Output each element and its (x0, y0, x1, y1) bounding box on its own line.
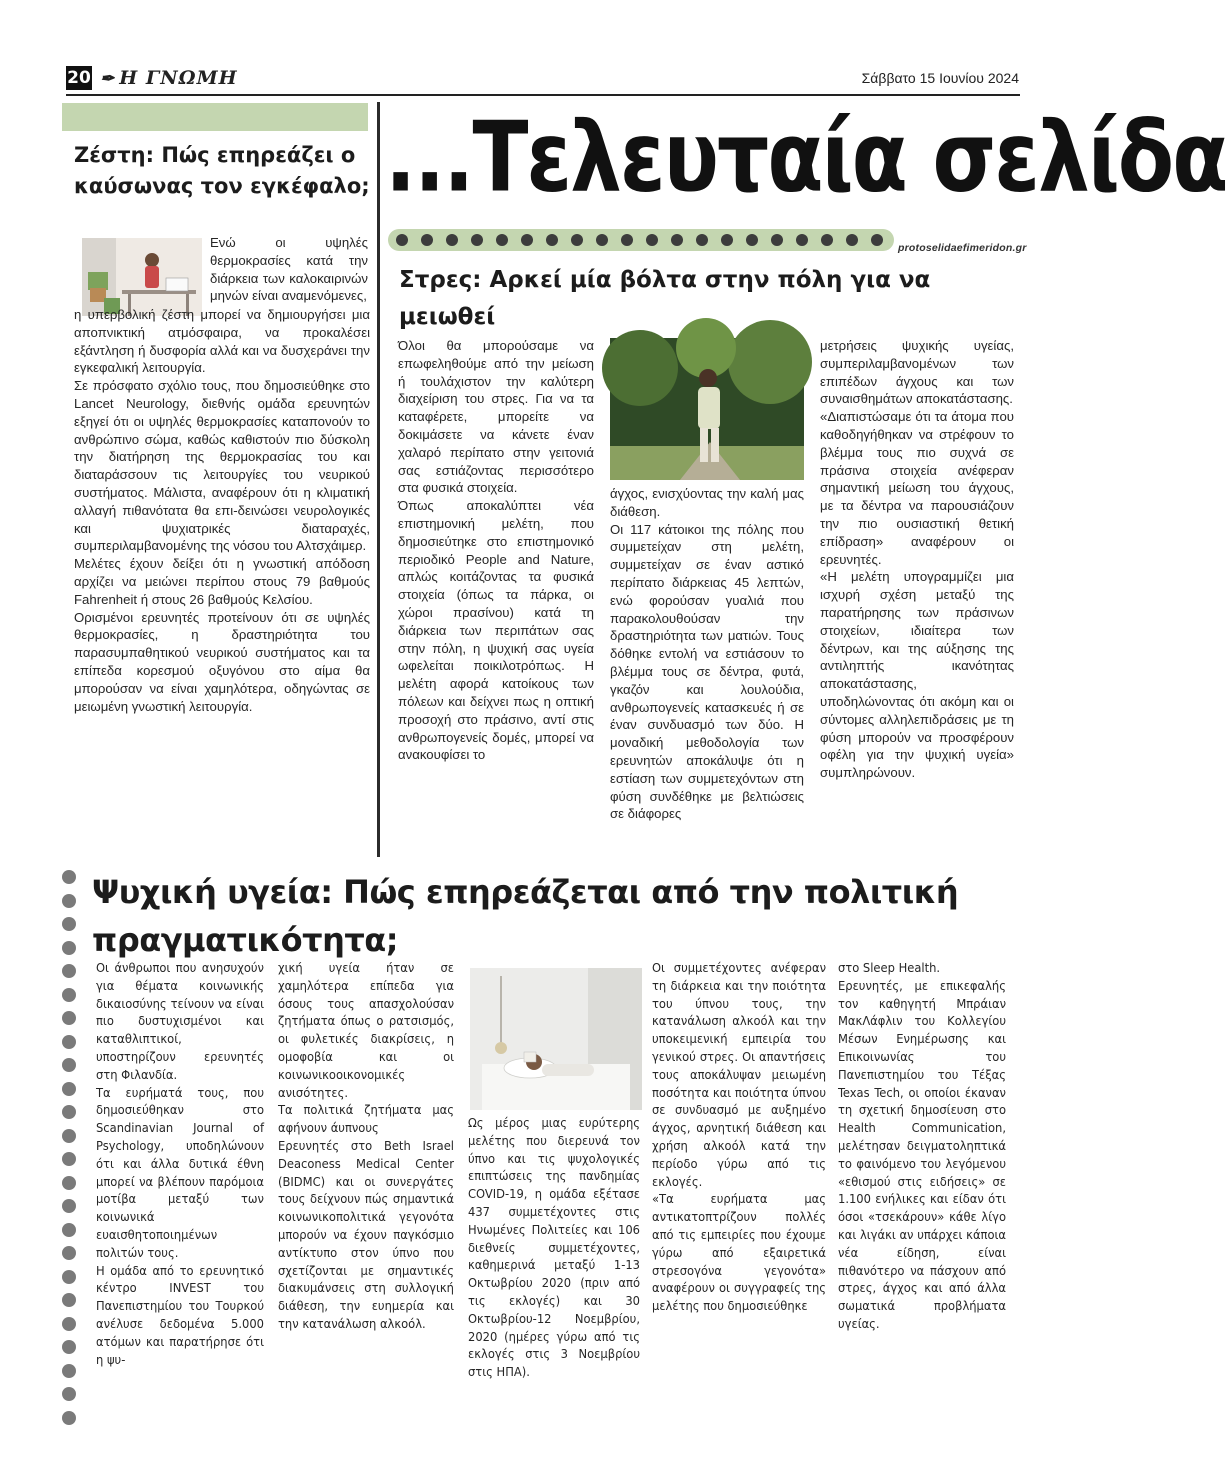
decorative-dot (62, 1082, 76, 1096)
mental-article-photo (470, 968, 642, 1110)
decorative-dot (446, 234, 458, 246)
decorative-dot (596, 234, 608, 246)
stress-article-column-2 (610, 485, 804, 823)
decorative-dot (496, 234, 508, 246)
decorative-dot (471, 234, 483, 246)
decorative-dot (521, 234, 533, 246)
decorative-dot (796, 234, 808, 246)
paragraph: Ως μέρος μιας ευρύτερης μελέτης που διερευνά τον ύπνο και τις ψυχολογικές επιπτώσεις της πανδημίας COVID-19, η ομάδα εξέτασε 437 συμμετέχοντες στις Ηνωμένες Πολιτείες και 106 διεθνείς συμμετέχοντες, καθημερινά μεταξύ 1-13 Οκτωβρίου 2020 (πριν από τις εκλογές) και 30 Οκτωβρίου-12 Νοεμβρίου, 2020 (ημέρες γύρω από τις εκλογές στις 3 Νοεμβρίου στις ΗΠΑ). (468, 1116, 640, 1381)
paragraph: Μελέτες έχουν δείξει ότι η γνωστική απόδοση αρχίζει να μειώνει περίπου στους 79 βαθμούς Fahrenheit ή στους 26 βαθμούς Κελσίου. (74, 556, 370, 607)
paragraph: Ερευνητές, με επικεφαλής τον καθηγητή Μπράιαν ΜακΛάφλιν του Κολλεγίου Μέσων Ενημέρωσης και Επικοινωνίας του Πανεπιστημίου του Τέξας Texas Tech, οι οποίοι έκαναν τη σχετική δημοσίευση στο Health Communication, μελέτησαν δειγματοληπτικά το φαινόμενο του λεγόμενου «εθισμού στις ειδήσεις» σε 1.100 ενήλικες και είδαν ότι όσοι «τσεκάρουν» κάθε λίγο και λιγάκι αν υπάρχει κάποια νέα είδηση, είναι πιθανότερο να πάσχουν από στρες, άγχος και από άλλα σωματικά προβλήματα υγείας. (838, 978, 1006, 1332)
decorative-dot (62, 1317, 76, 1331)
decorative-dot (396, 234, 408, 246)
decorative-dot (646, 234, 658, 246)
decorative-dot (421, 234, 433, 246)
paragraph: Ορισμένοι ερευνητές προτείνουν ότι σε υψηλές θερμοκρασίες, η δραστηριότητα του παρασυμπαθητικού νευρικού συστήματος και τα επίπεδα κορεσμού οξυγόνου στο αίμα θα μπορούσαν να είναι χαμηλότερα, οδηγώντας σε μειωμένη γνωστική λειτουργία. (74, 609, 370, 714)
decorative-dot (62, 1223, 76, 1237)
paragraph: Σε πρόσφατο σχόλιο τους, που δημοσιεύθηκε στο Lancet Neurology, διεθνής ομάδα ερευνητών εξηγεί ότι οι υψηλές θερμοκρασίες καταπονούν το ανθρώπινο σώμα, καθώς καθιστούν πιο δύσκολη την διατήρηση της θερμοκρασίας του και διαταράσσουν τις λειτουργίες του νευρικού συστήματος. Μάλιστα, αναφέρουν ότι η κλιματική αλλαγή πιθανότατα θα επι-δεινώσει νευρολογικές και ψυχιατρικές διαταραχές, συμπεριλαμβανομένης της νόσου του Αλτσχάιμερ. (74, 378, 370, 554)
decorative-dot (746, 234, 758, 246)
site-credit: protoselidaefimeridon.gr (898, 242, 1027, 254)
decorative-dot (62, 1105, 76, 1119)
decorative-dot (871, 234, 883, 246)
decorative-dot (621, 234, 633, 246)
decorative-dot (62, 941, 76, 955)
decorative-dot (62, 1129, 76, 1143)
decorative-dot (571, 234, 583, 246)
decorative-dot (546, 234, 558, 246)
paragraph: Η ομάδα από το ερευνητικό κέντρο INVEST του Πανεπιστημίου του Τουρκού ανέλυσε δεδομένα 5.000 ατόμων και παρατήρησε ότι η ψυ- (96, 1263, 264, 1368)
mental-article-column-2 (278, 960, 454, 1334)
paragraph: «Τα ευρήματα μας αντικατοπτρίζουν πολλές από τις εμπειρίες που έχουμε γύρω από εξαιρετικά στρεσογόνα γεγονότα» αναφέρουν οι συγγραφείς της μελέτης που δημοσιεύθηκε (652, 1192, 826, 1315)
decorative-dot (821, 234, 833, 246)
paragraph: η υπερβολική ζέστη μπορεί να δημιουργήσει μια αποπνικτική ατμόσφαιρα, να προκαλέσει εξάντληση ή δυσφορία αλλά και να δυσχεράνει την εγκεφαλική λειτουργία. (74, 307, 370, 376)
heat-article-body (74, 306, 370, 715)
decorative-dot (62, 1152, 76, 1166)
paragraph: «Η μελέτη υπογραμμίζει μια ισχυρή σχέση μεταξύ της παρατήρησης των πράσινων στοιχείων, ιδιαίτερα των δέντρων, και της αύξησης της αντιληπτής ικανότητας αποκατάστασης, υποδηλώνοντας ότι ακόμη και οι σύντομες αλληλεπιδράσεις με τη φύση μπορούν να προσφέρουν οφέλη για την ψυχική υγεία» συμπληρώνουν. (820, 569, 1014, 781)
decorative-dot (62, 988, 76, 1002)
decorative-dot (62, 1364, 76, 1378)
paragraph: Οι συμμετέχοντες ανέφεραν τη διάρκεια και την ποιότητα του ύπνου τους, την κατανάλωση αλκοόλ και την υποκειμενική εμπειρία του γενικού στρες. Οι απαντήσεις τους αποκάλυψαν μειωμένη ποσότητα και ποιότητα ύπνου σε συνδυασμό με αυξημένο άγχος, αρνητική διάθεση και χρήση αλκοόλ κατά την περίοδο γύρω από τις εκλογές. (652, 961, 826, 1190)
paragraph: Ερευνητές στο Beth Israel Deaconess Medical Center (BIDMC) και οι συνεργάτες τους δείχνουν πώς σημαντικά κοινωνικοπολιτικά γεγονότα μπορούν να έχουν παγκόσμιο αντίκτυπο στον ύπνο που σχετίζονται με σημαντικές διακυμάνσεις στη συλλογική διάθεση, την ευημερία και την κατανάλωση αλκοόλ. (278, 1138, 454, 1332)
paragraph: χική υγεία ήταν σε χαμηλότερα επίπεδα για όσους τους απασχολούσαν ζητήματα όπως ο ρατσισμός, οι φυλετικές διακρίσεις, η ομοφοβία και οι κοινωνικοοικονομικές ανισότητες. (278, 961, 454, 1101)
paragraph: άγχος, ενισχύοντας την καλή μας διάθεση. (610, 486, 804, 519)
newspaper-name-text: Η ΓΝΩΜΗ (119, 67, 238, 89)
heat-article-headline: Ζέστη: Πώς επηρεάζει ο καύσωνας τον εγκέφαλο; (74, 143, 370, 198)
decorative-dots-strip (388, 229, 894, 251)
paragraph: «Διαπιστώσαμε ότι τα άτομα που καθοδηγήθηκαν να στρέφουν το βλέμμα τους πιο συχνά σε πράσινα στοιχεία ανέφεραν σημαντική μείωση του άγχους, με τα δέντρα να παρουσιάζουν την πιο ουσιαστική θετική επίδραση» αναφέρουν οι ερευνητές. (820, 409, 1014, 567)
mental-article-headline: Ψυχική υγεία: Πώς επηρεάζεται από την πολιτική πραγματικότητα; (92, 873, 959, 959)
paragraph: Οι άνθρωποι που ανησυχούν για θέματα κοινωνικής δικαιοσύνης τείνουν να είναι πιο δυστυχισμένοι και καταθλιπτικοί, υποστηρίζουν ερευνητές στη Φιλανδία. (96, 961, 264, 1083)
decorative-dot (62, 1270, 76, 1284)
stress-article-headline: Στρες: Αρκεί μία βόλτα στην πόλη για να μειωθεί (399, 267, 931, 330)
page-number: 20 (67, 68, 91, 88)
decorative-dot (62, 1035, 76, 1049)
mental-article-column-5 (838, 960, 1006, 1334)
decorative-dot (62, 1293, 76, 1307)
decorative-dot (62, 1340, 76, 1354)
mental-article-column-1 (96, 960, 264, 1369)
heat-article-photo (82, 238, 202, 316)
stress-article-photo (610, 338, 804, 480)
decorative-dot (62, 917, 76, 931)
paragraph: Οι 117 κάτοικοι της πόλης που συμμετείχαν στη μελέτη, συμμετείχαν σε έναν αστικό περίπατο διάρκειας 45 λεπτών, ενώ φορούσαν γυαλιά που παρακολουθούσαν την δραστηριότητα των ματιών. Τους δόθηκε εντολή να εστιάσουν το βλέμμα τους σε δέντρα, φυτά, γκαζόν και λουλούδια, ανθρωπογενείς κατασκευές ή σε έναν συνδυασμό των δύο. Η μοναδική μεθοδολογία των ερευνητών αποκάλυψε ότι η εστίαση των συμμετεχόντων στη φύση συνδέθηκε με βελτιώσεις σε διάφορες (610, 521, 804, 822)
mental-article-column-3 (468, 1115, 640, 1382)
paragraph: στο Sleep Health. (838, 961, 941, 976)
quill-icon: ✒ (100, 69, 116, 89)
decorative-dot (846, 234, 858, 246)
decorative-dot (696, 234, 708, 246)
decorative-dot (62, 894, 76, 908)
decorative-dot (62, 1246, 76, 1260)
section-title: ...Τελευταία σελίδα (385, 102, 1226, 215)
decorative-dot (62, 1176, 76, 1190)
stress-article-column-1 (398, 337, 594, 764)
column-divider (377, 102, 380, 857)
paragraph: Όλοι θα μπορούσαμε να επωφεληθούμε από την μείωση ή τουλάχιστον την καλύτερη διαχείριση του στρες. Για να τα καταφέρετε, μπορείτε να δοκιμάσετε να κάνετε έναν χαλαρό περίπατο στην γειτονιά σας εστιάζοντας περισσότερο στα φυσικά στοιχεία. (398, 338, 594, 496)
decorative-dot (671, 234, 683, 246)
mental-article-column-4 (652, 960, 826, 1316)
issue-date: Σάββατο 15 Ιουνίου 2024 (861, 70, 1019, 86)
section-band (62, 103, 368, 131)
decorative-dot (62, 1411, 76, 1425)
paragraph: Όπως αποκαλύπτει νέα επιστημονική μελέτη, που δημοσιεύτηκε στο επιστημονικό περιοδικό People and Nature, απλώς κοιτάζοντας τα φυσικά στοιχεία (όπως τα πάρκα, οι χώροι πρασίνου) κατά τη διάρκεια των περιπάτων σας στην πόλη, η ψυχική σας υγεία ωφελείται ποικιλοτρόπως. Η μελέτη αφορά κατοίκους των πόλεων και δείχνει πως η οπτική προσοχή στο πράσινο, αντί στις ανθρωπογενείς δομές, μπορεί να ανακουφίσει το (398, 498, 594, 763)
decorative-dot (62, 1387, 76, 1401)
decorative-dot (721, 234, 733, 246)
decorative-dot (771, 234, 783, 246)
paragraph: Τα ευρήματά τους, που δημοσιεύθηκαν στο Scandinavian Journal of Psychology, υποδηλώνουν ότι και άλλα δυτικά έθνη μπορεί να βλέπουν παρόμοια μοτίβα μεταξύ των κοινωνικά ευαισθητοποιημένων πολιτών τους. (96, 1085, 264, 1261)
decorative-dot (62, 870, 76, 884)
newspaper-name (100, 66, 238, 91)
stress-article-column-3 (820, 337, 1014, 782)
heat-article-intro: Ενώ οι υψηλές θερμοκρασίες κατά την διάρκεια των καλοκαιρινών μηνών είναι αναμενόμενες, (210, 235, 368, 304)
decorative-dot (62, 1011, 76, 1025)
decorative-dot-rail (60, 870, 80, 1440)
paragraph: μετρήσεις ψυχικής υγείας, συμπεριλαμβανομένων των επιπέδων άγχους και των συναισθημάτων αποκατάστασης. (820, 338, 1014, 407)
decorative-dot (62, 1199, 76, 1213)
decorative-dot (62, 1058, 76, 1072)
decorative-dot (62, 964, 76, 978)
subheading: Τα πολιτικά ζητήματα μας αφήνουν άυπνους (278, 1103, 454, 1137)
